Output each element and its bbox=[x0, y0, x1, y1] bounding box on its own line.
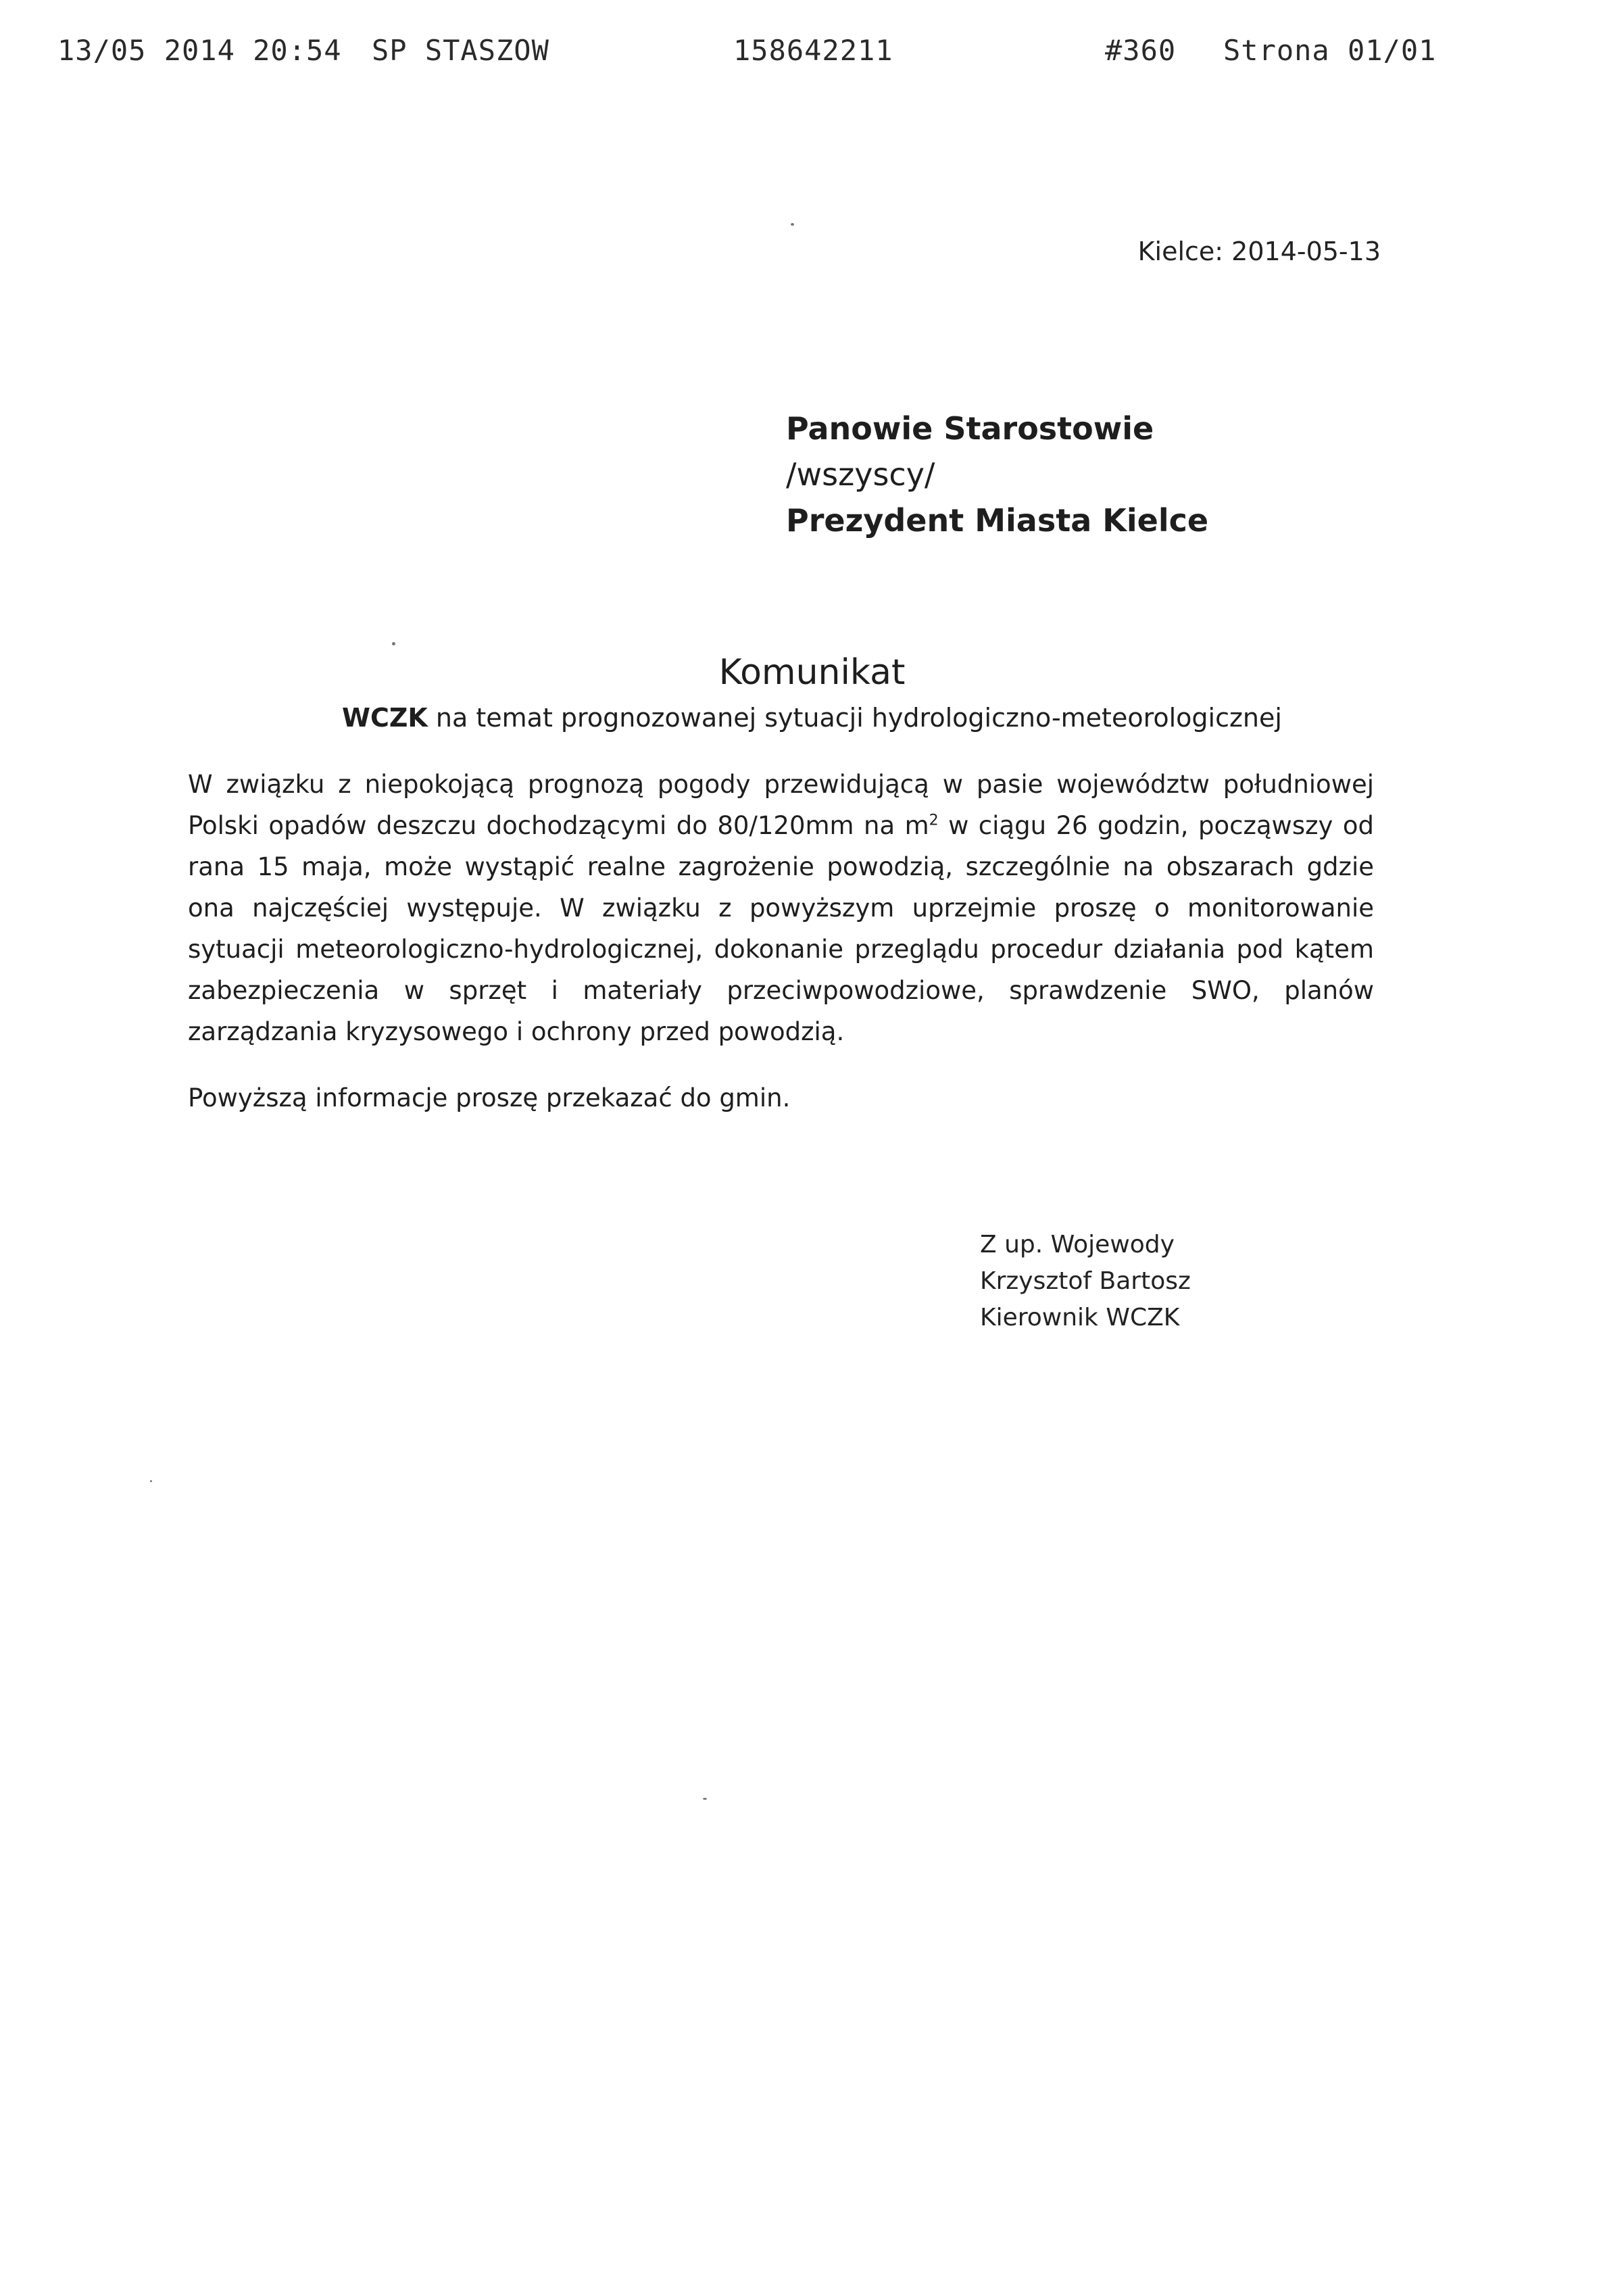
addressee-line-3: Prezydent Miasta Kielce bbox=[786, 502, 1209, 539]
body-paragraph bbox=[188, 764, 1374, 1052]
fax-datetime: 13/05 2014 20:54 bbox=[57, 34, 342, 67]
closing-line: Powyższą informacje proszę przekazać do gmin. bbox=[188, 1083, 791, 1112]
body-superscript: 2 bbox=[929, 812, 939, 829]
addressee-block bbox=[786, 406, 1208, 543]
addressee-line-2: /wszyscy/ bbox=[786, 456, 935, 493]
fax-number: 158642211 bbox=[733, 34, 893, 67]
signature-line-1: Z up. Wojewody bbox=[980, 1231, 1175, 1258]
body-part-2: w ciągu 26 godzin, począwszy od rana 15 maja, może wystąpić realne zagrożenie powodzią, szczególnie na obszarach gdzie ona najczęściej występuje. W związku z powyższym uprzejmie proszę o monitorowanie sytuacji meteorologiczno-hydrologicznej, dokonanie przeglądu procedur działania pod kątem zabezpieczenia w sprzęt i materiały przeciwpowodziowe, sprawdzenie SWO, planów zarządzania kryzysowego i ochrony przed powodzią. bbox=[188, 811, 1374, 1046]
addressee-line-1: Panowie Starostowie bbox=[786, 410, 1154, 447]
fax-page-indicator: Strona 01/01 bbox=[1223, 34, 1437, 67]
signature-line-2: Krzysztof Bartosz bbox=[980, 1267, 1191, 1295]
body-part-1: W związku z niepokojącą prognozą pogody przewidującą w pasie województw południowej Polski opadów deszczu dochodzącymi do 80/120mm na m bbox=[188, 770, 1374, 840]
document-subtitle bbox=[0, 703, 1624, 733]
fax-sender: SP STASZOW bbox=[372, 34, 549, 67]
scan-speck bbox=[150, 1480, 152, 1482]
signature-line-3: Kierownik WCZK bbox=[980, 1304, 1180, 1331]
signature-block bbox=[980, 1227, 1191, 1336]
scan-speck bbox=[791, 223, 794, 226]
scan-speck bbox=[703, 1798, 707, 1800]
place-date: Kielce: 2014-05-13 bbox=[1137, 237, 1381, 266]
subtitle-lead: WCZK bbox=[342, 703, 428, 733]
subtitle-rest: na temat prognozowanej sytuacji hydrologiczno-meteorologicznej bbox=[427, 703, 1282, 733]
scan-speck bbox=[392, 642, 395, 645]
document-title: Komunikat bbox=[718, 652, 906, 693]
fax-transmission-header bbox=[0, 27, 1624, 81]
fax-job-number: #360 bbox=[1105, 34, 1177, 67]
